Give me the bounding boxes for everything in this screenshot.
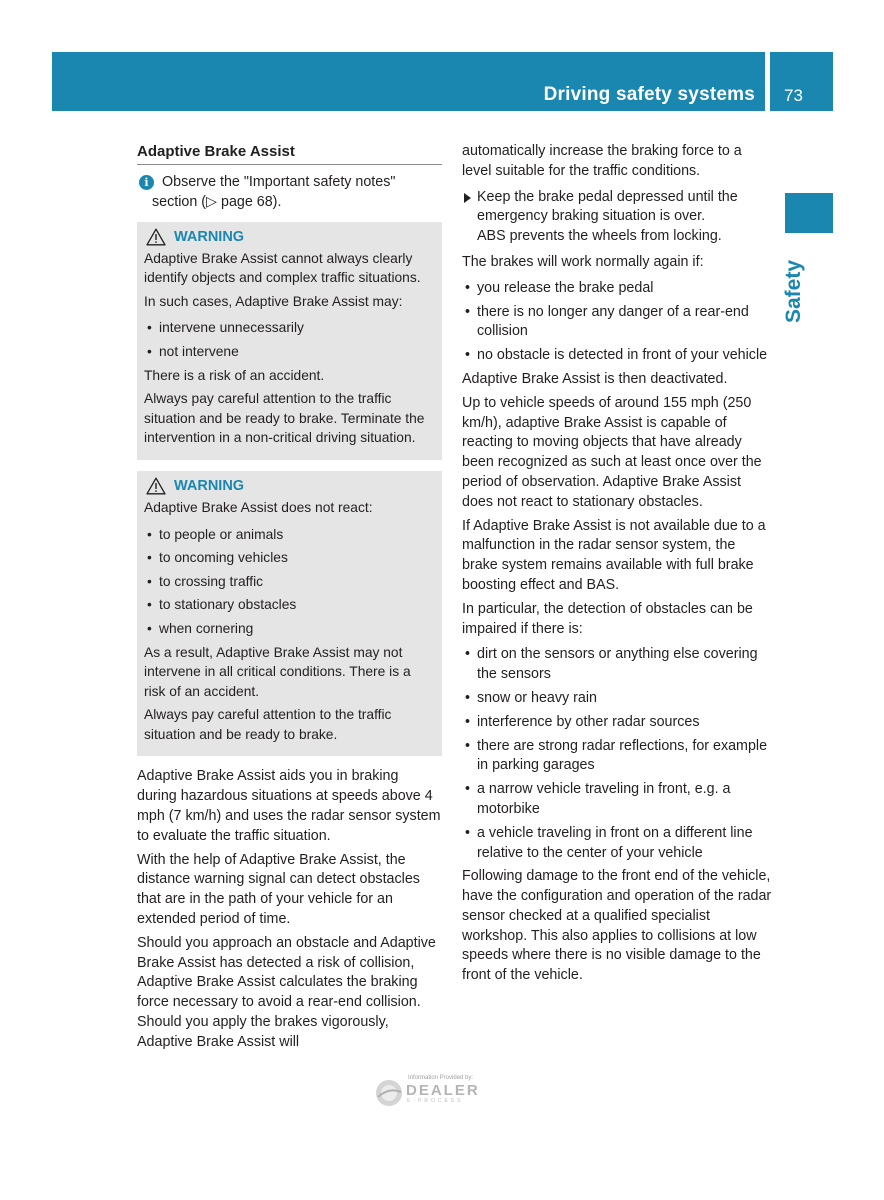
body-paragraph: automatically increase the braking force to a level suitable for the traffic conditions.	[462, 143, 742, 179]
body-paragraph: Up to vehicle speeds of around 155 mph (250 km/h), adaptive Brake Assist is capable of reacting to moving objects that have already been recognized as such at least once over the period of observation. Adaptive Brake Assist does not react to stationary obstacles.	[462, 394, 762, 510]
logo-brand: DEALER	[406, 1082, 480, 1099]
section-title: Adaptive Brake Assist	[137, 142, 442, 165]
body-paragraph: Adaptive Brake Assist is then deactivated.	[462, 370, 728, 387]
warning-heading	[144, 227, 435, 247]
warning-bullet: • intervene unnecessarily	[144, 318, 435, 338]
section-header-title: Driving safety systems	[543, 84, 755, 105]
warning-label: WARNING	[174, 477, 245, 494]
warning-bullet: • not intervene	[144, 342, 435, 362]
side-tab-marker	[785, 193, 833, 233]
list-item: • you release the brake pedal	[462, 279, 772, 299]
body-paragraph: If Adaptive Brake Assist is not available due to a malfunction in the radar sensor system, the brake system remains available with full brake boosting effect and BAS.	[462, 517, 766, 593]
warning-triangle-icon	[146, 228, 166, 246]
warning-bullet: • when cornering	[144, 619, 435, 639]
bullet-list	[462, 279, 772, 366]
list-item: • a vehicle traveling in front on a different line relative to the center of your vehicle	[462, 824, 772, 864]
warning-text: Always pay careful attention to the traffic situation and be ready to brake.	[144, 707, 392, 742]
warning-bullet: • to oncoming vehicles	[144, 548, 435, 568]
list-item: • interference by other radar sources	[462, 713, 772, 733]
info-note-line1: Observe the "Important safety notes"	[162, 174, 396, 190]
list-item: • there are strong radar reflections, for example in parking garages	[462, 737, 772, 777]
list-item: • there is no longer any danger of a rear-end collision	[462, 303, 772, 343]
warning-bullet: • to stationary obstacles	[144, 595, 435, 615]
warning-heading	[144, 476, 435, 496]
body-paragraph: The brakes will work normally again if:	[462, 253, 704, 270]
page-number: 73	[784, 86, 803, 105]
header-bar	[52, 52, 765, 111]
page-number-box	[770, 52, 833, 111]
info-note-line2: section (▷ page 68).	[152, 193, 282, 210]
logo-emblem-icon	[374, 1078, 404, 1108]
dealer-logo-watermark	[372, 1072, 504, 1110]
warning-bullet: • to crossing traffic	[144, 572, 435, 592]
warning-bullet: • to people or animals	[144, 525, 435, 545]
body-paragraph: With the help of Adaptive Brake Assist, the distance warning signal can detect obstacles that are in the path of your vehicle for an extended period of time.	[137, 851, 420, 928]
warning-triangle-icon	[146, 477, 166, 495]
warning-text: There is a risk of an accident.	[144, 367, 325, 383]
list-item: • no obstacle is detected in front of your vehicle	[462, 346, 772, 366]
step-note: ABS prevents the wheels from locking.	[477, 228, 722, 245]
logo-caption: Information Provided by:	[408, 1075, 474, 1081]
instruction-step	[462, 188, 772, 247]
warning-text: In such cases, Adaptive Brake Assist may:	[144, 293, 403, 309]
body-paragraph: Following damage to the front end of the vehicle, have the configuration and operation of the radar sensor checked at a qualified specialist workshop. This also applies to collisions at low speeds where there is no visible damage to the front of the vehicle.	[462, 868, 772, 984]
body-paragraph: In particular, the detection of obstacles can be impaired if there is:	[462, 600, 753, 637]
step-text: Keep the brake pedal depressed until the emergency braking situation is over.	[477, 188, 738, 225]
step-arrow-icon	[464, 193, 471, 203]
warning-box-1	[137, 222, 442, 460]
info-icon: i	[139, 175, 154, 190]
logo-subtext: E-PROCESS	[407, 1098, 464, 1104]
list-item: • snow or heavy rain	[462, 689, 772, 709]
list-item: • dirt on the sensors or anything else covering the sensors	[462, 645, 772, 685]
body-paragraph: Adaptive Brake Assist aids you in braking during hazardous situations at speeds above 4 mph (7 km/h) and uses the radar sensor system to evaluate the traffic situation.	[137, 768, 441, 844]
warning-box-2	[137, 471, 442, 757]
warning-label: WARNING	[174, 228, 245, 245]
list-item: • a narrow vehicle traveling in front, e.g. a motorbike	[462, 780, 772, 820]
info-note	[137, 173, 442, 213]
side-tab-label: Safety	[782, 259, 805, 323]
body-paragraph: Should you approach an obstacle and Adaptive Brake Assist has detected a risk of collision, Adaptive Brake Assist calculates the braking force necessary to avoid a rear-end collision. Should you apply the brakes vigorously, Adaptive Brake Assist will	[137, 934, 436, 1050]
warning-text: Adaptive Brake Assist does not react:	[144, 499, 373, 515]
bullet-list	[462, 645, 772, 863]
warning-text: Adaptive Brake Assist cannot always clearly identify objects and complex traffic situations.	[144, 250, 421, 286]
warning-text: Always pay careful attention to the traffic situation and be ready to brake. Terminate the intervention in a non-critical driving situation.	[144, 391, 425, 446]
left-column	[137, 142, 442, 1057]
warning-text: As a result, Adaptive Brake Assist may not intervene in all critical conditions. There is a risk of an accident.	[144, 644, 411, 699]
right-column	[462, 142, 772, 990]
